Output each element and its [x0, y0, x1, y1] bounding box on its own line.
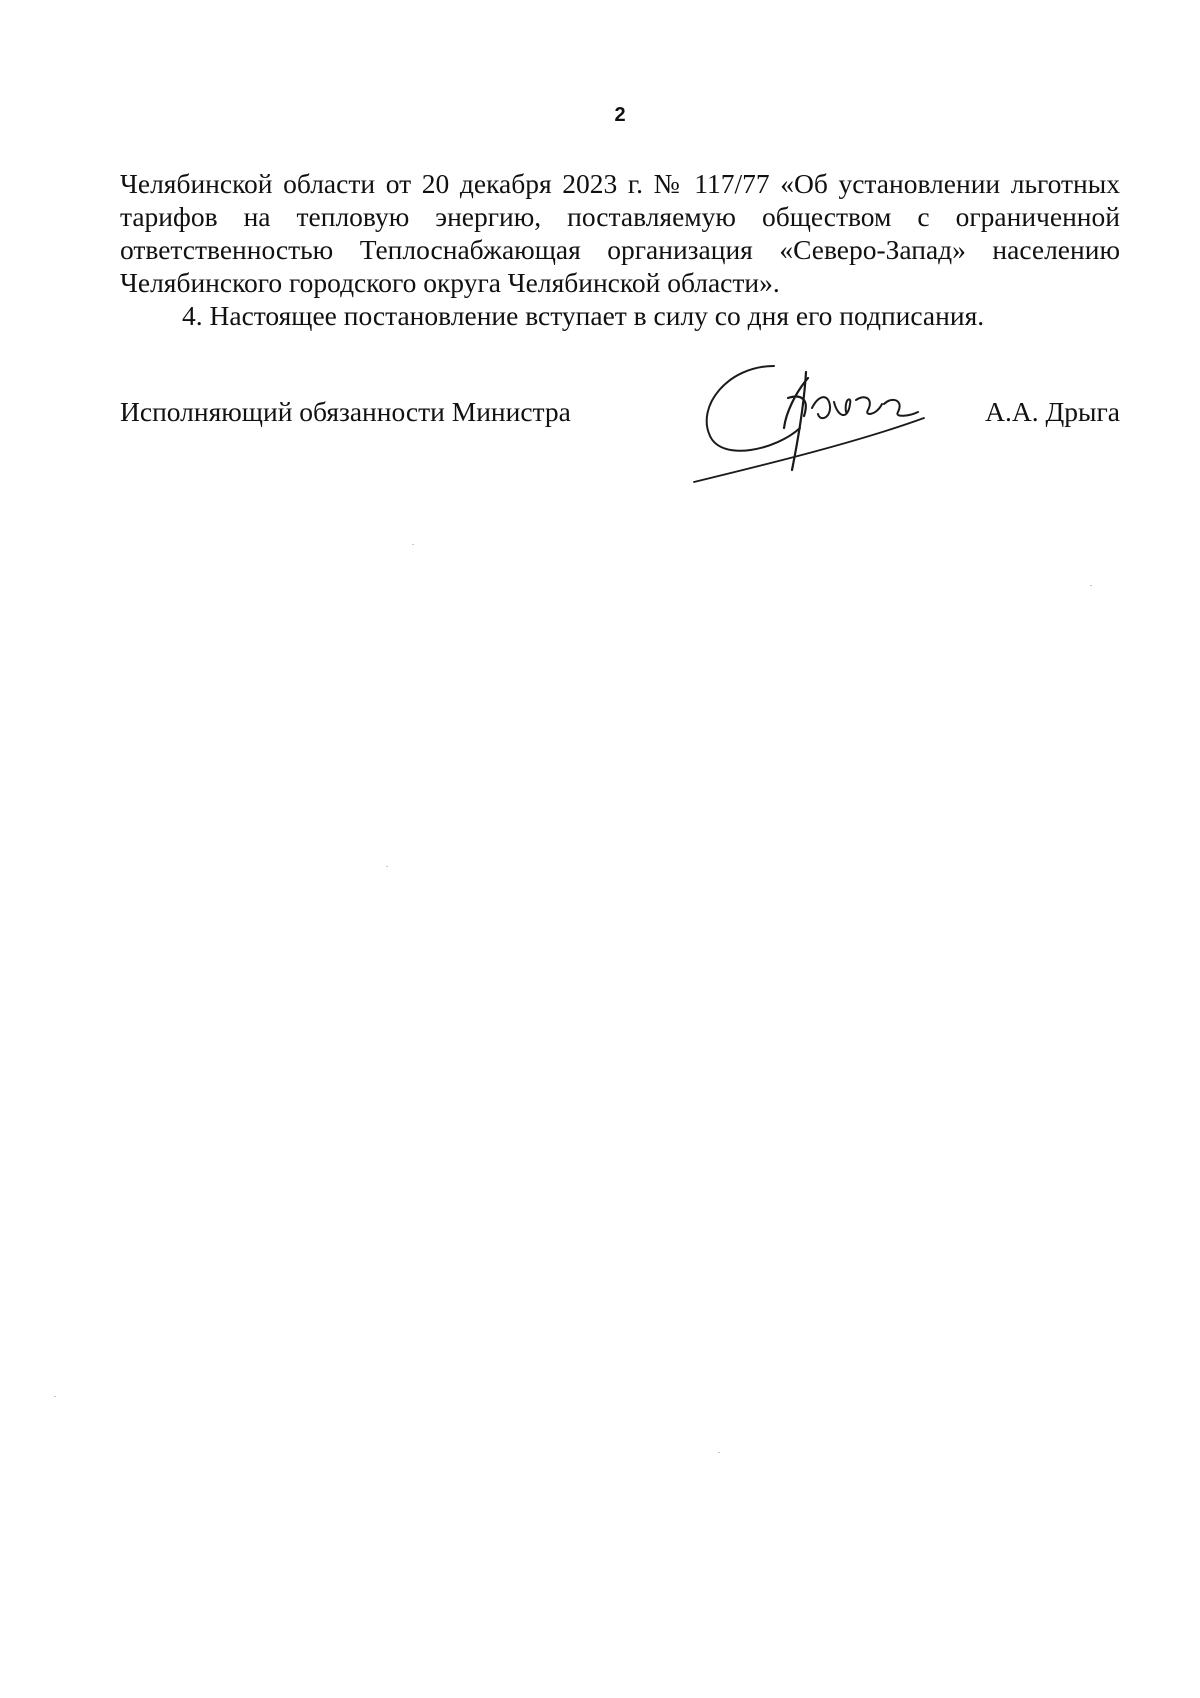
scan-speck	[412, 544, 414, 545]
scan-speck	[54, 1396, 56, 1397]
paragraph-continuation: Челябинской области от 20 декабря 2023 г. № 117/77 «Об установлении льготных тарифов на тепловую энергию, поставляемую обществом с ограниченной ответственностью Теплоснабжающая организация «Северо-Запад» населению Челябинского городского округа Челябинской области».	[120, 168, 1120, 298]
document-body	[120, 167, 1120, 332]
scan-speck	[718, 1452, 720, 1453]
paragraph-4: 4. Настоящее постановление вступает в силу со дня его подписания.	[182, 300, 985, 331]
handwritten-signature	[688, 358, 968, 488]
scan-speck	[386, 866, 388, 867]
scan-speck	[1090, 585, 1092, 586]
signatory-name: А.А. Дрыга	[985, 396, 1120, 427]
page-number: 2	[614, 104, 626, 126]
signatory-position: Исполняющий обязанности Министра	[120, 396, 571, 427]
signature-block	[120, 388, 1120, 478]
